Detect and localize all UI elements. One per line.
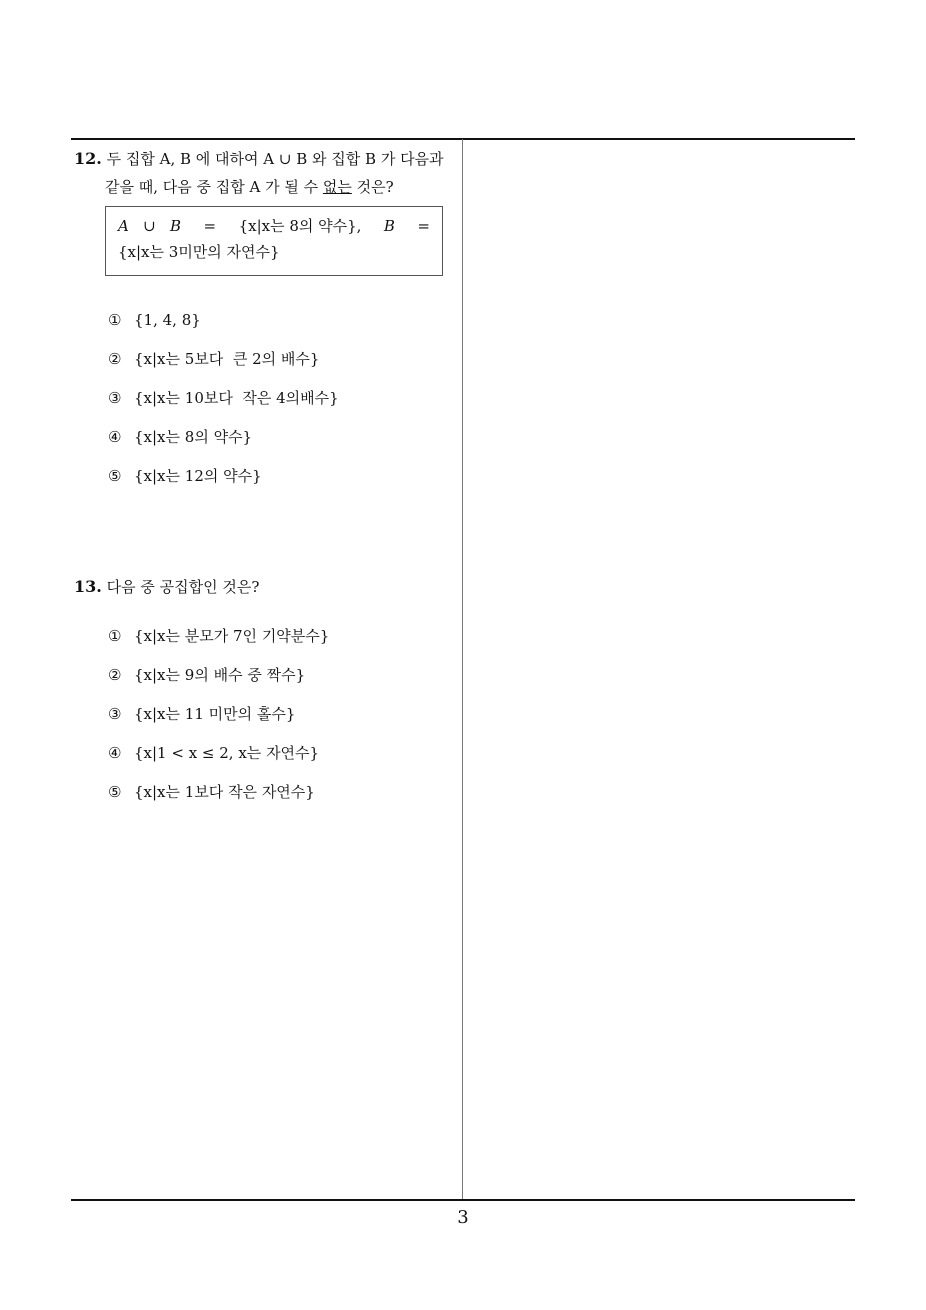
- choice-item[interactable]: [108, 308, 339, 347]
- question-12-stem-line1: [74, 145, 458, 173]
- choice-mark: ④: [108, 428, 122, 446]
- choice-mark: ③: [108, 389, 122, 407]
- choice-text: {x|1 < x ≤ 2, x는 자연수}: [134, 744, 320, 762]
- choice-mark: ③: [108, 705, 122, 723]
- choice-mark: ⑤: [108, 467, 122, 485]
- choice-mark: ②: [108, 350, 122, 368]
- choice-mark: ④: [108, 744, 122, 762]
- question-12-number: 12.: [74, 149, 102, 168]
- choice-text: {x|x는 12의 약수}: [134, 467, 262, 485]
- choice-item[interactable]: [108, 347, 339, 386]
- question-13-stem-line: [74, 573, 458, 601]
- choice-mark: ②: [108, 666, 122, 684]
- question-12-condition-box: [105, 206, 443, 276]
- question-12-stem-line2: [74, 173, 458, 201]
- choice-item[interactable]: [108, 663, 329, 702]
- choice-text: {x|x는 1보다 작은 자연수}: [134, 783, 315, 801]
- page-number: 3: [457, 1207, 469, 1228]
- question-13-number: 13.: [74, 577, 102, 596]
- choice-item[interactable]: [108, 780, 329, 819]
- choice-text: {x|x는 8의 약수}: [134, 428, 253, 446]
- condition-set-union: {x|x는 8의 약수},: [238, 217, 362, 235]
- choice-item[interactable]: [108, 624, 329, 663]
- footer-rule: [71, 1199, 855, 1201]
- choice-item[interactable]: [108, 386, 339, 425]
- choice-item[interactable]: [108, 702, 329, 741]
- choice-text: {x|x는 11 미만의 홀수}: [134, 705, 296, 723]
- condition-line1: [118, 213, 430, 239]
- header-rule: [71, 138, 855, 140]
- question-12-stem-part: 것은?: [351, 178, 394, 196]
- question-13: [74, 573, 458, 601]
- choice-item[interactable]: [108, 464, 339, 503]
- choice-text: {1, 4, 8}: [134, 311, 201, 329]
- question-12-stem-underlined: 없는: [322, 178, 352, 196]
- question-12: [74, 145, 458, 201]
- choice-mark: ①: [108, 311, 122, 329]
- question-12-stem-part: 같을 때, 다음 중 집합 A 가 될 수: [105, 178, 323, 196]
- question-12-stem-text: 두 집합 A, B 에 대하여 A ∪ B 와 집합 B 가 다음과: [106, 150, 444, 168]
- choice-text: {x|x는 5보다 큰 2의 배수}: [134, 350, 320, 368]
- question-12-choices: [108, 308, 339, 503]
- choice-text: {x|x는 10보다 작은 4의배수}: [134, 389, 339, 407]
- question-13-choices: [108, 624, 329, 819]
- choice-mark: ⑤: [108, 783, 122, 801]
- condition-union: A ∪ B: [118, 217, 182, 235]
- condition-equals: =: [417, 217, 430, 235]
- choice-text: {x|x는 분모가 7인 기약분수}: [134, 627, 330, 645]
- column-divider: [462, 139, 463, 1201]
- condition-line2: {x|x는 3미만의 자연수}: [118, 243, 280, 261]
- question-13-stem-text: 다음 중 공집합인 것은?: [106, 578, 260, 596]
- choice-item[interactable]: [108, 741, 329, 780]
- choice-item[interactable]: [108, 425, 339, 464]
- condition-b: B: [383, 217, 395, 235]
- choice-mark: ①: [108, 627, 122, 645]
- choice-text: {x|x는 9의 배수 중 짝수}: [134, 666, 306, 684]
- condition-equals: =: [203, 217, 217, 235]
